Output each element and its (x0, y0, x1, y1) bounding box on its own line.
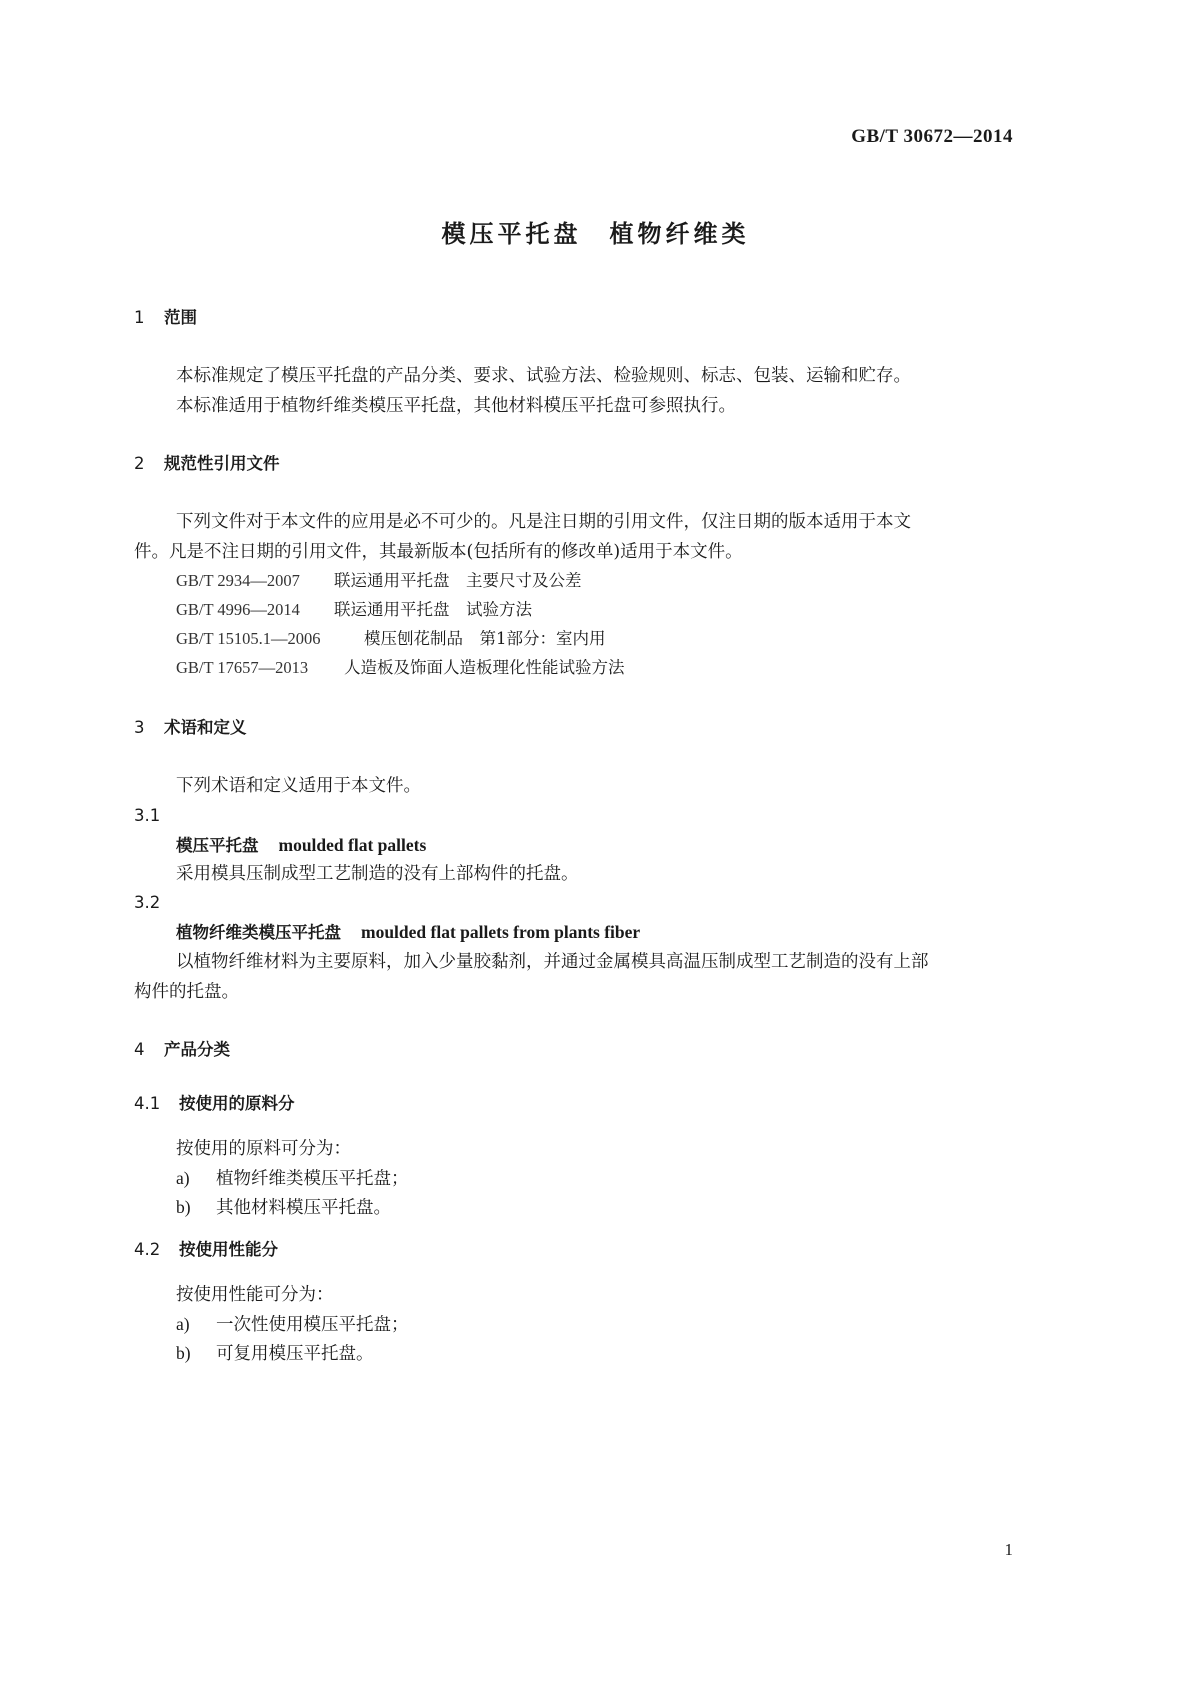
subsection-number: 4.1 (134, 1094, 161, 1113)
document-title: 模压平托盘 植物纤维类 (441, 220, 750, 248)
section-number: 4 (134, 1040, 145, 1059)
paragraph: 本标准规定了模压平托盘的产品分类、要求、试验方法、检验规则、标志、包装、运输和贮存。 (176, 366, 911, 386)
subsection-title: 按使用的原料分 (179, 1094, 295, 1113)
reference-code: GB/T 2934—2007 (176, 571, 300, 590)
section-number: 2 (134, 454, 145, 473)
list-marker: b) (176, 1197, 191, 1217)
list-item (176, 1195, 391, 1220)
section-title: 规范性引用文件 (164, 454, 280, 473)
section-2-heading (134, 452, 280, 476)
section-4-heading (134, 1038, 230, 1062)
paragraph: 下列术语和定义适用于本文件。 (176, 776, 421, 796)
reference-code: GB/T 17657—2013 (176, 658, 309, 677)
paragraph: 按使用性能可分为： (176, 1285, 334, 1305)
subsection-4-2-heading (134, 1238, 278, 1262)
paragraph: 本标准适用于植物纤维类模压平托盘，其他材料模压平托盘可参照执行。 (176, 396, 736, 416)
term-definition-continuation: 构件的托盘。 (134, 982, 239, 1002)
term-definition: 以植物纤维材料为主要原料，加入少量胶黏剂，并通过金属模具高温压制成型工艺制造的没有上部 (176, 952, 929, 972)
reference-code: GB/T 15105.1—2006 (176, 629, 321, 648)
term-definition: 采用模具压制成型工艺制造的没有上部构件的托盘。 (176, 864, 579, 884)
section-title: 范围 (164, 308, 197, 327)
page-number: 1 (1004, 1540, 1013, 1559)
reference-title: 模压刨花制品 第1部分：室内用 (364, 629, 606, 648)
reference-item (176, 656, 625, 680)
term-name (176, 920, 640, 945)
paragraph: 按使用的原料可分为： (176, 1139, 351, 1159)
subsection-title: 按使用性能分 (179, 1240, 278, 1259)
reference-title: 联运通用平托盘 主要尺寸及公差 (334, 571, 582, 590)
list-marker: a) (176, 1168, 190, 1188)
term-name-en: moulded flat pallets (278, 835, 427, 855)
reference-title: 人造板及饰面人造板理化性能试验方法 (344, 658, 625, 677)
list-item (176, 1312, 409, 1337)
list-text: 植物纤维类模压平托盘； (216, 1169, 409, 1189)
list-item (176, 1341, 374, 1366)
term-name-en: moulded flat pallets from plants fiber (361, 922, 641, 942)
list-marker: b) (176, 1343, 191, 1363)
subsection-4-1-heading (134, 1092, 295, 1116)
reference-item (176, 627, 606, 651)
reference-code: GB/T 4996—2014 (176, 600, 300, 619)
term-name-cn: 模压平托盘 (176, 836, 259, 855)
term-name (176, 833, 426, 858)
reference-title: 联运通用平托盘 试验方法 (334, 600, 532, 619)
section-title: 术语和定义 (164, 718, 247, 737)
section-1-heading (134, 306, 197, 330)
paragraph-continuation: 件。凡是不注日期的引用文件，其最新版本(包括所有的修改单)适用于本文件。 (134, 542, 743, 562)
section-title: 产品分类 (164, 1040, 230, 1059)
term-number: 3.1 (134, 806, 161, 825)
reference-item (176, 598, 532, 622)
list-item (176, 1166, 409, 1191)
term-name-cn: 植物纤维类模压平托盘 (176, 923, 341, 942)
term-number: 3.2 (134, 893, 161, 912)
list-text: 其他材料模压平托盘。 (216, 1198, 391, 1218)
reference-item (176, 569, 582, 593)
paragraph: 下列文件对于本文件的应用是必不可少的。凡是注日期的引用文件，仅注日期的版本适用于本文 (176, 512, 911, 532)
standard-number: GB/T 30672—2014 (851, 126, 1013, 147)
list-marker: a) (176, 1314, 190, 1334)
list-text: 一次性使用模压平托盘； (216, 1315, 409, 1335)
list-text: 可复用模压平托盘。 (216, 1344, 374, 1364)
section-3-heading (134, 716, 247, 740)
section-number: 1 (134, 308, 145, 327)
subsection-number: 4.2 (134, 1240, 161, 1259)
section-number: 3 (134, 718, 145, 737)
